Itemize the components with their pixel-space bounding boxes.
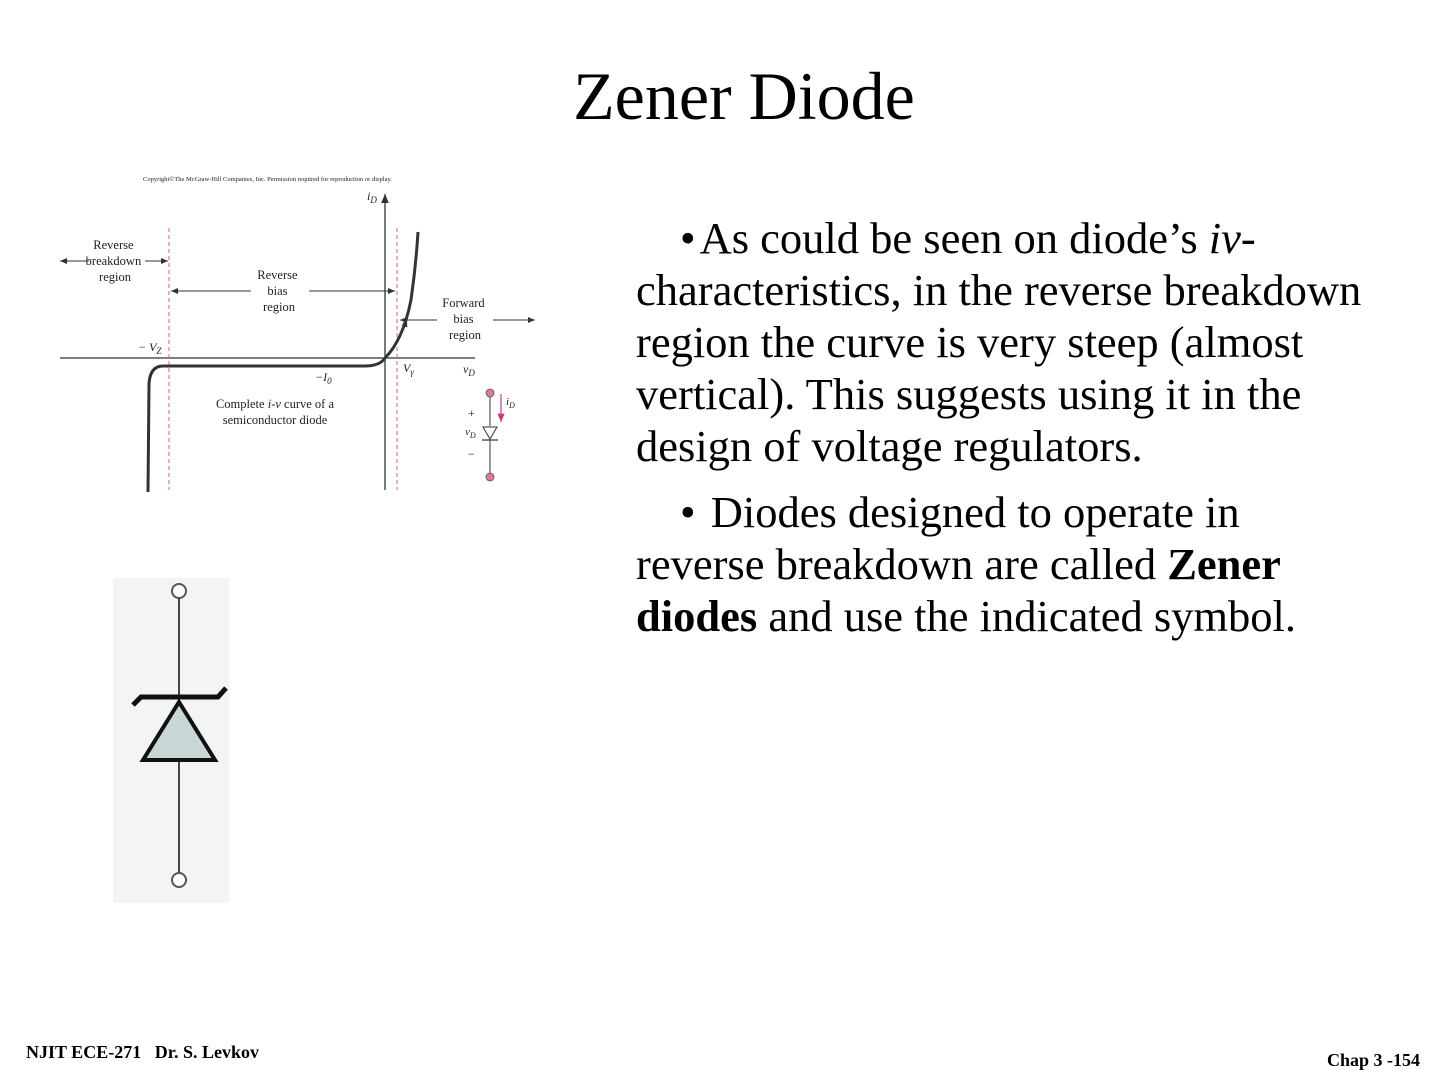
footer-course-author: NJIT ECE-271 Dr. S. Levkov — [26, 1042, 260, 1062]
zener-diode-symbol — [113, 578, 229, 903]
iv-curve-figure — [55, 170, 545, 500]
inset-minus-label: − — [468, 447, 475, 461]
inset-vd-label: $v_D$ — [465, 426, 476, 440]
bullet-text-block — [636, 212, 1366, 656]
reverse-bias-label: Reverse bias region — [257, 268, 298, 314]
forward-bias-label: Forward bias region — [442, 296, 485, 342]
figure-copyright: Copyright©The McGraw-Hill Companies, Inc. Permission required for reproduction or display. — [143, 176, 392, 183]
inset-bottom-node — [486, 473, 494, 481]
inset-plus-label: + — [468, 406, 475, 420]
zener-top-terminal — [172, 584, 186, 598]
iv-caption-line2: semiconductor diode — [222, 413, 328, 427]
zener-bottom-terminal — [172, 873, 186, 887]
iv-y-axis-label: $i_D$ — [367, 189, 377, 205]
bullet-marker: • — [680, 213, 696, 263]
bullet-item-zener-definition: • Diodes designed to operate in reverse breakdown are called Zener diodes and use the indicated symbol. — [636, 487, 1297, 641]
vz-label: − $V_Z$ — [138, 340, 162, 356]
inset-top-node — [486, 389, 494, 397]
inset-diode-triangle — [483, 427, 497, 439]
iv-caption-line1: Complete i-v curve of a — [215, 397, 335, 411]
bullet-item-iv-characteristics: •As could be seen on diode’s iv-characteristics, in the reverse breakdown region the curve is very steep (almost vertical). This suggests using it in the design of voltage regulators. — [636, 213, 1362, 471]
reverse-breakdown-label: Reverse breakdown region — [85, 238, 142, 284]
iv-x-axis-label: $v_D$ — [463, 362, 475, 378]
slide-title: Zener Diode — [573, 58, 915, 134]
vgamma-label: $V_\gamma$ — [403, 361, 414, 377]
inset-id-label: $i_D$ — [506, 396, 515, 410]
i0-label: $-I_0$ — [315, 370, 332, 386]
footer-page-number: Chap 3 -154 — [1326, 1050, 1420, 1070]
bullet-marker: • — [680, 487, 696, 537]
diode-inset — [465, 389, 515, 481]
